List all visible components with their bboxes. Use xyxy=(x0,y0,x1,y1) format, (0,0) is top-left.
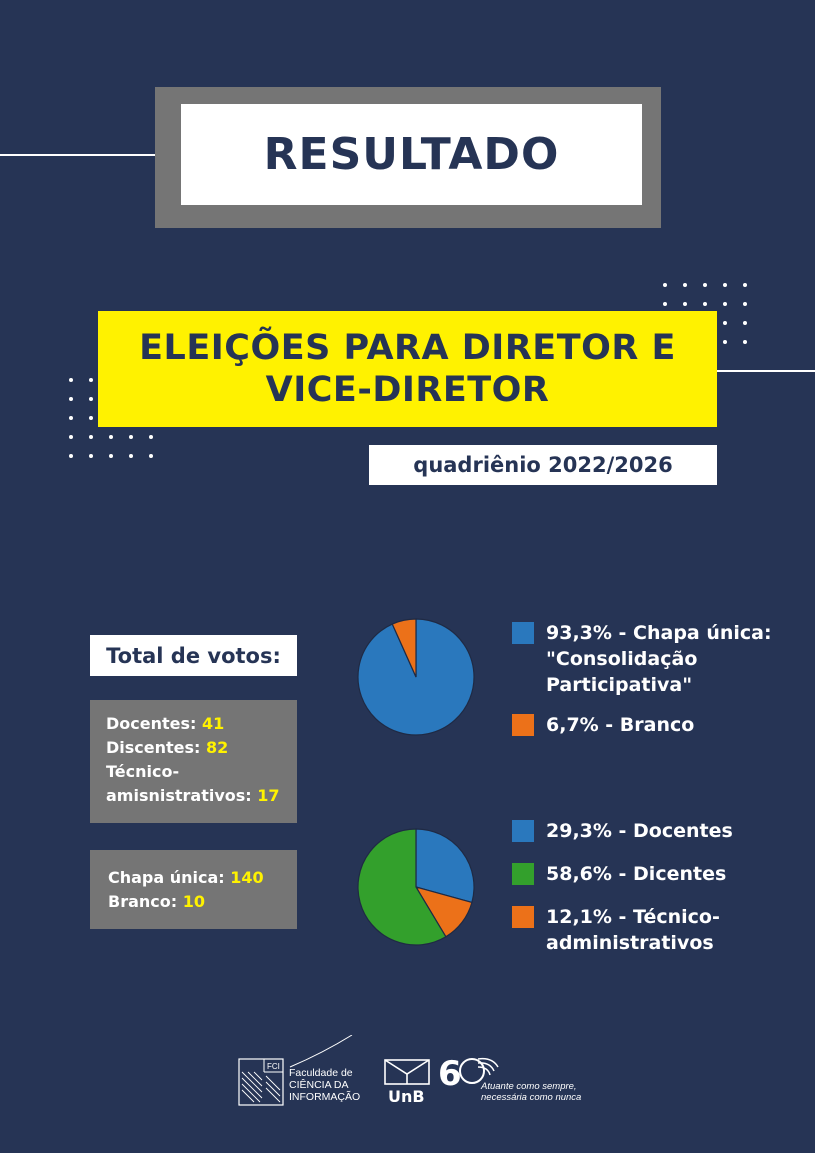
chapa-row: Chapa única: 140 xyxy=(108,867,264,887)
tecnicos-row-line1: Técnico- xyxy=(106,762,180,781)
legend-text-dicentes: 58,6% - Dicentes xyxy=(546,863,727,885)
unb-logo-text: UnB xyxy=(388,1087,425,1106)
tecnicos-value: 17 xyxy=(257,786,280,805)
total-votes-label: Total de votos: xyxy=(90,635,297,676)
legend-item-tecnicos xyxy=(512,904,802,956)
discentes-value: 82 xyxy=(206,738,229,757)
legend-text-tecnicos: 12,1% - Técnico- xyxy=(546,906,720,928)
unb-logo-icon xyxy=(384,1058,430,1086)
chapa-value: 140 xyxy=(230,867,264,887)
legend-votes xyxy=(512,620,802,752)
legend-voters xyxy=(512,818,802,973)
decorative-line-right xyxy=(705,370,815,372)
legend-swatch-docentes xyxy=(512,820,534,842)
pie-chart-voters xyxy=(354,825,478,949)
footer-logos xyxy=(238,1035,598,1115)
fci-logo-text: Faculdade de CIÊNCIA DA INFORMAÇÃO xyxy=(289,1067,361,1103)
legend-text-branco: 6,7% - Branco xyxy=(546,714,695,736)
fci-logo-icon xyxy=(238,1058,286,1108)
fci-badge-text: FCI xyxy=(267,1062,280,1071)
legend-text-tecnicos-line2: administrativos xyxy=(546,932,714,954)
votes-by-category-box xyxy=(90,700,297,823)
branco-row: Branco: 10 xyxy=(108,891,205,911)
docentes-value: 41 xyxy=(202,714,225,733)
fci-arc-icon xyxy=(288,1035,358,1069)
period-label: quadriênio 2022/2026 xyxy=(369,445,717,485)
election-heading xyxy=(98,311,717,427)
svg-text:6: 6 xyxy=(438,1054,462,1091)
legend-item-chapa xyxy=(512,620,802,698)
election-heading-line2: VICE-DIRETOR xyxy=(265,370,550,410)
branco-value: 10 xyxy=(182,891,205,911)
docentes-row: Docentes: 41 xyxy=(106,714,225,733)
legend-text-chapa: 93,3% - Chapa única: xyxy=(546,622,772,644)
tecnicos-row: amisnistrativos: 17 xyxy=(106,786,280,805)
pie-chart-votes xyxy=(354,615,478,739)
discentes-row: Discentes: 82 xyxy=(106,738,229,757)
legend-item-branco xyxy=(512,712,802,738)
legend-item-docentes xyxy=(512,818,802,844)
legend-text-docentes: 29,3% - Docentes xyxy=(546,820,733,842)
page-title: RESULTADO xyxy=(181,104,642,205)
legend-text-chapa-line3: Participativa" xyxy=(546,674,693,696)
legend-swatch-dicentes xyxy=(512,863,534,885)
legend-swatch-chapa xyxy=(512,622,534,644)
decorative-line-left xyxy=(0,154,160,156)
legend-text-chapa-line2: "Consolidação xyxy=(546,648,698,670)
legend-item-dicentes xyxy=(512,861,802,887)
legend-swatch-branco xyxy=(512,714,534,736)
votes-by-option-box xyxy=(90,850,297,929)
legend-swatch-tecnicos xyxy=(512,906,534,928)
election-heading-line1: ELEIÇÕES PARA DIRETOR E xyxy=(139,328,676,368)
sixty-years-tagline: Atuante como sempre, necessária como nunca xyxy=(481,1081,582,1103)
